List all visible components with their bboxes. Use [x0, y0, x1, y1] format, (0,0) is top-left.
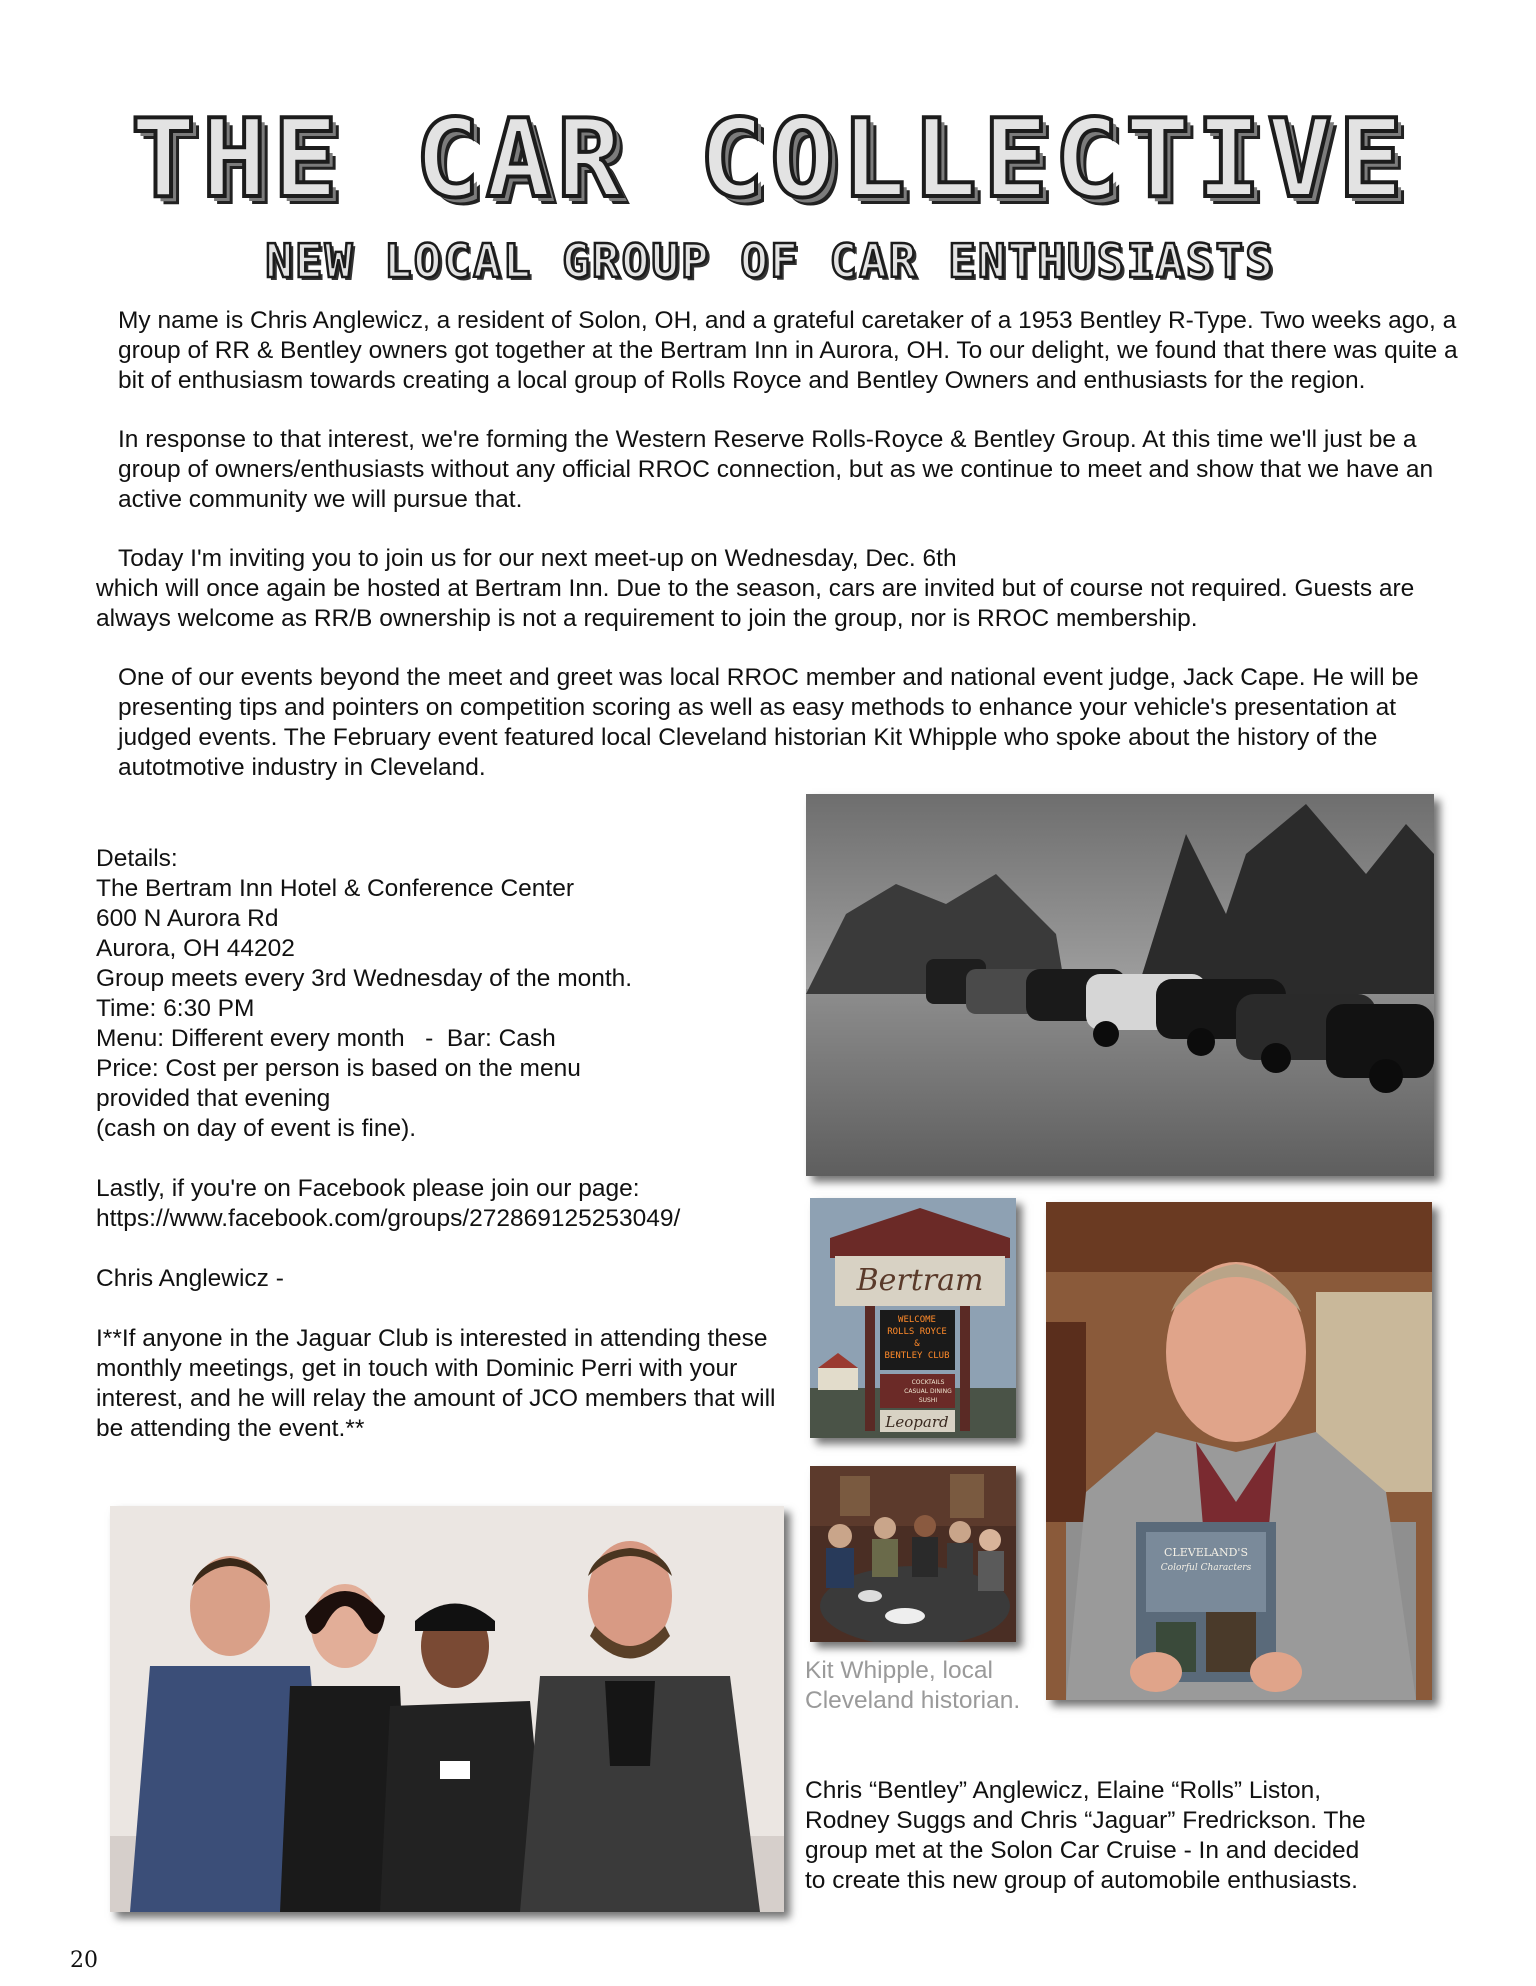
sign-ampersand-text: & — [914, 1339, 920, 1349]
facebook-intro: Lastly, if you're on Facebook please join our page: — [96, 1175, 640, 1202]
sign-leopard-text: Leopard — [885, 1413, 949, 1431]
details-venue: The Bertram Inn Hotel & Conference Center — [96, 875, 574, 902]
signature: Chris Anglewicz - — [96, 1265, 284, 1292]
paragraph-invite-cont: which will once again be hosted at Bertram Inn. Due to the season, cars are invited but of course not required. Guests are always welcome as RR/B ownership is not a requirement to join the group, nor is RROC membership. — [96, 575, 1415, 632]
details-street: 600 N Aurora Rd — [96, 905, 279, 932]
book-subtitle-text: Colorful Characters — [1160, 1563, 1252, 1573]
group-photo-caption: Chris “Bentley” Anglewicz, Elaine “Rolls” Liston, Rodney Suggs and Chris “Jaguar” Fredrickson. The group met at the Solon Car Cruise - In and decided to create this new group of automobile enthusiasts. — [805, 1777, 1366, 1894]
sign-cocktails-text: COCKTAILS — [911, 1379, 945, 1386]
paragraph-group-forming: In response to that interest, we're forming the Western Reserve Rolls-Royce & Bentley Group. At this time we'll just be a group of owners/enthusiasts without any official RROC connection, but as we continue to meet and show that we have an active community we will pursue that. — [118, 426, 1434, 513]
paragraph-events: One of our events beyond the meet and greet was local RROC member and national event judge, Jack Cape. He will be presenting tips and pointers on competition scoring as well as easy methods to enhance your vehicle's presentation at judged events. The February event featured local Cleveland historian Kit Whipple who spoke about the history of the autotmotive industry in Cleveland. — [118, 664, 1419, 781]
details-menu: Menu: Different every month - Bar: Cash — [96, 1025, 556, 1052]
kit-whipple-photo — [1046, 1202, 1432, 1700]
page-subtitle: NEW LOCAL GROUP OF CAR ENTHUSIASTS — [265, 234, 1275, 288]
jaguar-club-note: I**If anyone in the Jaguar Club is interested in attending these monthly meetings, get in touch with Dominic Perri with your interest, and he will relay the amount of JCO members that will be attending the event.** — [96, 1325, 776, 1442]
details-price: Price: Cost per person is based on the menu — [96, 1055, 581, 1082]
dinner-meeting-photo — [810, 1466, 1016, 1642]
bertram-sign-photo — [810, 1198, 1016, 1438]
sign-casual-dining-text: CASUAL DINING — [904, 1388, 952, 1395]
facebook-link[interactable]: https://www.facebook.com/groups/272869125253049/ — [96, 1205, 681, 1232]
paragraph-intro: My name is Chris Anglewicz, a resident of Solon, OH, and a grateful caretaker of a 1953 Bentley R-Type. Two weeks ago, a group of RR & Bentley owners got together at the Bertram Inn in Aurora, OH. To our delight, we found that there was quite a bit of enthusiasm towards creating a local group of Rolls Royce and Bentley Owners and enthusiasts for the region. — [118, 307, 1458, 394]
details-price-note: (cash on day of event is fine). — [96, 1115, 417, 1142]
sign-bentley-club-text: BENTLEY CLUB — [884, 1351, 950, 1361]
page-number: 20 — [70, 1948, 98, 1973]
page-title: THE CAR COLLECTIVE — [130, 97, 1410, 222]
cars-parking-lot-photo — [806, 794, 1434, 1176]
details-city: Aurora, OH 44202 — [96, 935, 295, 962]
sign-bertram-text: Bertram — [856, 1263, 984, 1298]
details-schedule: Group meets every 3rd Wednesday of the month. — [96, 965, 633, 992]
article-body — [96, 306, 1476, 812]
sign-rolls-royce-text: ROLLS ROYCE — [887, 1327, 947, 1337]
book-title-text: CLEVELAND'S — [1164, 1546, 1248, 1559]
paragraph-invite: Today I'm inviting you to join us for our next meet-up on Wednesday, Dec. 6th — [118, 545, 957, 572]
details-time: Time: 6:30 PM — [96, 995, 255, 1022]
sign-welcome-text: WELCOME — [898, 1315, 936, 1325]
details-heading: Details: — [96, 845, 178, 872]
details-price-cont: provided that evening — [96, 1085, 331, 1112]
kit-whipple-caption: Kit Whipple, local Cleveland historian. — [805, 1657, 1021, 1714]
group-of-four-photo — [110, 1506, 784, 1912]
event-details — [96, 844, 796, 1444]
sign-sushi-text: SUSHI — [918, 1397, 938, 1404]
